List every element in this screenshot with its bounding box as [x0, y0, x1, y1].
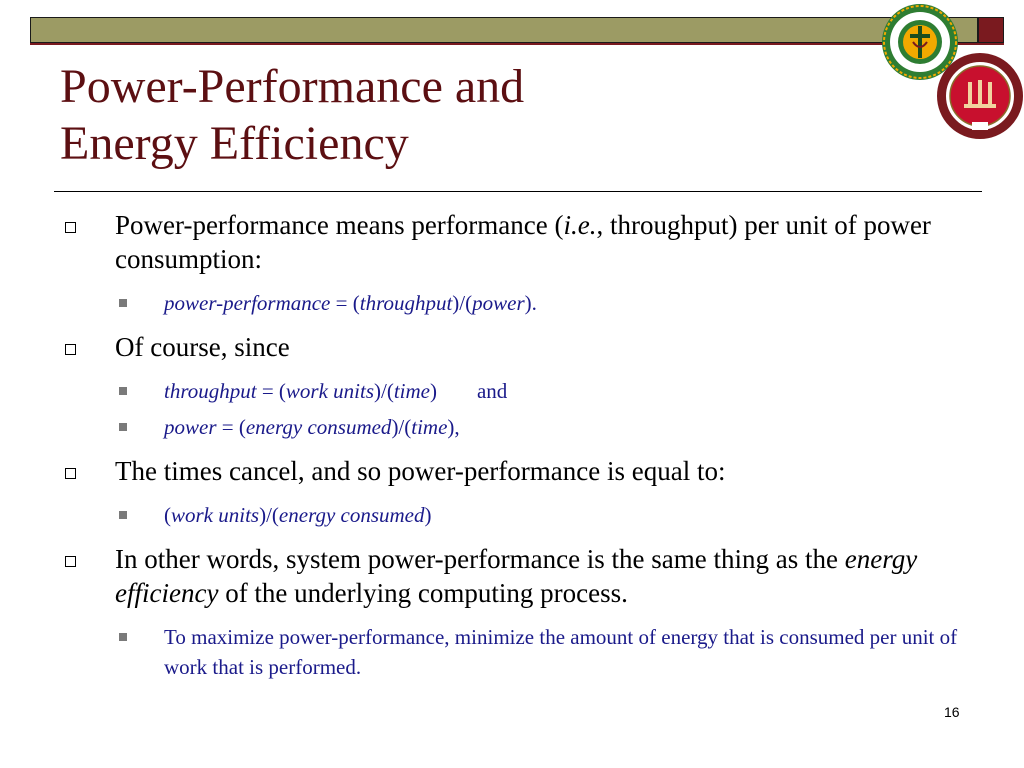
header-bar — [30, 17, 978, 43]
subbullet-power-performance-formula: power-performance = (throughput)/(power). — [0, 288, 1024, 318]
slide-title — [60, 58, 880, 172]
hollow-square-bullet-icon — [65, 222, 76, 233]
title-line-1: Power-Performance and — [60, 60, 525, 113]
filled-square-bullet-icon — [119, 299, 127, 307]
page-number: 16 — [944, 704, 960, 720]
subbullet-maximize-power-performance: To maximize power-performance, minimize the amount of energy that is consumed per unit of work that is performed. — [0, 622, 1024, 682]
filled-square-bullet-icon — [119, 511, 127, 519]
header-underline — [30, 43, 1004, 45]
bullet-power-performance-definition: Power-performance means performance (i.e., throughput) per unit of power consumption: — [0, 208, 1024, 276]
subbullet-power-formula: power = (energy consumed)/(time), — [0, 412, 1024, 442]
hollow-square-bullet-icon — [65, 344, 76, 355]
bullet-energy-efficiency: In other words, system power-performance is the same thing as the energy efficiency of the underlying computing process. — [0, 542, 1024, 610]
title-divider — [54, 191, 982, 192]
filled-square-bullet-icon — [119, 633, 127, 641]
filled-square-bullet-icon — [119, 387, 127, 395]
title-line-2: Energy Efficiency — [60, 117, 409, 170]
bullet-of-course-since: Of course, since — [0, 330, 1024, 364]
hollow-square-bullet-icon — [65, 468, 76, 479]
filled-square-bullet-icon — [119, 423, 127, 431]
slide-body — [0, 208, 1024, 688]
subbullet-throughput-formula: throughput = (work units)/(time) and — [0, 376, 1024, 406]
hollow-square-bullet-icon — [65, 556, 76, 567]
fsu-seal-logo — [936, 52, 1024, 140]
bullet-times-cancel: The times cancel, and so power-performance is equal to: — [0, 454, 1024, 488]
subbullet-work-per-energy-formula: (work units)/(energy consumed) — [0, 500, 1024, 530]
header-accent-square — [978, 17, 1004, 43]
